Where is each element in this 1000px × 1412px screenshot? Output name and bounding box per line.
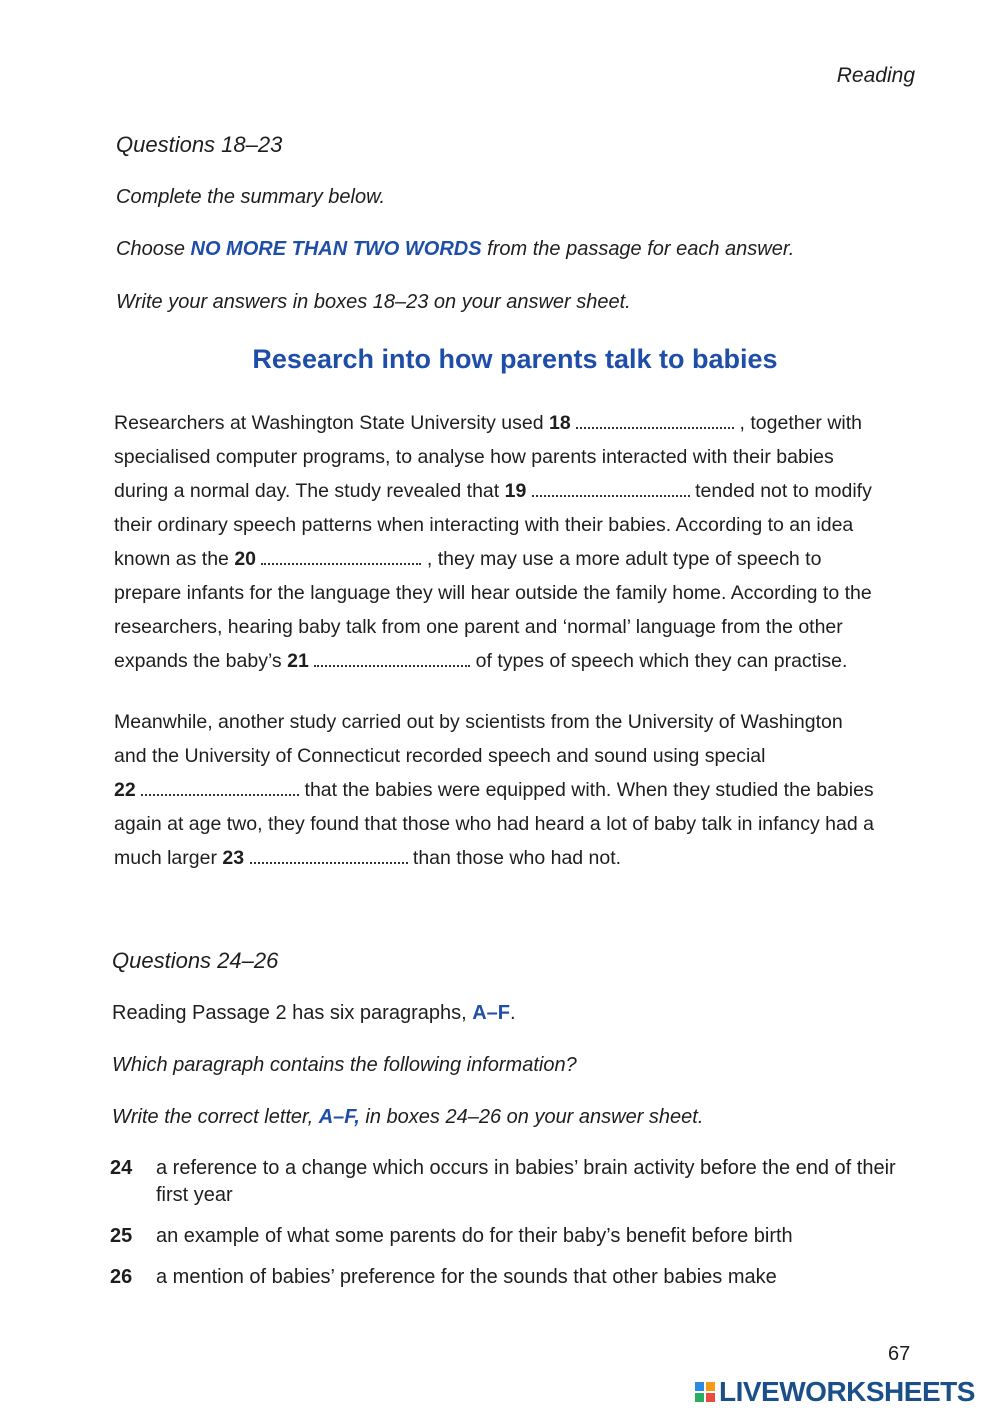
summary-paragraph-2 [114,705,914,875]
question-list [110,1155,930,1305]
answer-blank-18[interactable] [576,421,734,429]
instruction-complete-summary: Complete the summary below. [116,186,386,208]
text-line [114,841,914,875]
text-segment: than those who had not. [412,847,622,869]
text-line: Meanwhile, another study carried out by scientists from the University of Washington [114,711,843,733]
text-line: specialised computer programs, to analyse how parents interacted with their babies [114,446,834,468]
text-line [114,542,914,576]
text-line: and the University of Connecticut recorded speech and sound using special [114,745,766,767]
question-number-23: 23 [222,847,245,869]
text-line: researchers, hearing baby talk from one parent and ‘normal’ language from the other [114,616,843,638]
instruction-answer-boxes: Write your answers in boxes 18–23 on your answer sheet. [116,291,631,313]
text-segment: that the babies were equipped with. When they studied the babies [304,779,874,801]
text-line: prepare infants for the language they will hear outside the family home. According to the [114,582,872,604]
instruction-correct-letter-post: in boxes 24–26 on your answer sheet. [359,1106,704,1128]
instruction-correct-letter [112,1106,703,1129]
text-segment: tended not to modify [695,480,872,502]
brand-logo-icon [695,1382,715,1402]
questions-24-26-heading: Questions 24–26 [112,948,279,973]
text-segment [114,474,872,508]
item-text: a mention of babies’ preference for the sounds that other babies make [156,1266,777,1288]
text-segment: much larger [114,847,223,869]
question-number-21: 21 [287,650,309,672]
summary-title: Research into how parents talk to babies [252,344,778,374]
text-segment: , together with [739,412,863,434]
text-line: their ordinary speech patterns when interacting with their babies. According to an idea [114,514,854,536]
brand-watermark [695,1376,975,1408]
text-segment: expands the baby’s [114,650,288,672]
text-line [114,773,914,807]
text-line [114,644,914,678]
item-text: a reference to a change which occurs in babies’ brain activity before the end of their first year [156,1157,896,1206]
brand-name: LIVEWORKSHEETS [719,1376,975,1407]
letter-range: A–F, [318,1106,360,1128]
text-segment: known as the [114,548,235,570]
list-item [110,1264,930,1291]
word-limit-emphasis: NO MORE THAN TWO WORDS [190,238,482,260]
item-number: 24 [110,1157,133,1179]
instruction-word-limit-post: from the passage for each answer. [481,238,795,260]
question-number-18: 18 [548,412,571,434]
text-segment: Researchers at Washington State University used [114,412,549,434]
instruction-word-limit [116,238,794,261]
question-number-22: 22 [114,779,136,801]
item-text: an example of what some parents do for their baby’s benefit before birth [156,1225,793,1247]
answer-blank-21[interactable] [314,659,470,667]
page-number: 67 [888,1343,911,1365]
text-segment: of types of speech which they can practise. [475,650,848,672]
answer-blank-19[interactable] [532,489,690,497]
answer-blank-22[interactable] [141,788,299,796]
running-head: Reading [836,64,915,87]
task-description [112,1002,516,1025]
questions-18-23-heading: Questions 18–23 [116,132,283,157]
question-number-19: 19 [504,480,527,502]
text-segment: during a normal day. The study revealed that [114,480,505,502]
paragraph-range: A–F [472,1002,511,1024]
answer-blank-23[interactable] [250,856,408,864]
task-description-pre: Reading Passage 2 has six paragraphs, [112,1002,473,1024]
instruction-word-limit-pre: Choose [116,238,191,260]
question-number-20: 20 [234,548,257,570]
text-segment [114,406,862,440]
instruction-correct-letter-pre: Write the correct letter, [112,1106,319,1128]
task-description-post: . [510,1002,516,1024]
list-item [110,1223,930,1250]
item-number: 26 [110,1266,133,1288]
instruction-which-paragraph: Which paragraph contains the following information? [112,1054,577,1076]
text-segment: , they may use a more adult type of speech to [426,548,822,570]
summary-paragraph-1 [114,406,914,678]
list-item [110,1155,930,1209]
item-number: 25 [110,1225,133,1247]
answer-blank-20[interactable] [261,557,421,565]
text-line: again at age two, they found that those who had heard a lot of baby talk in infancy had a [114,813,874,835]
text-line [114,406,914,440]
text-line [114,474,914,508]
